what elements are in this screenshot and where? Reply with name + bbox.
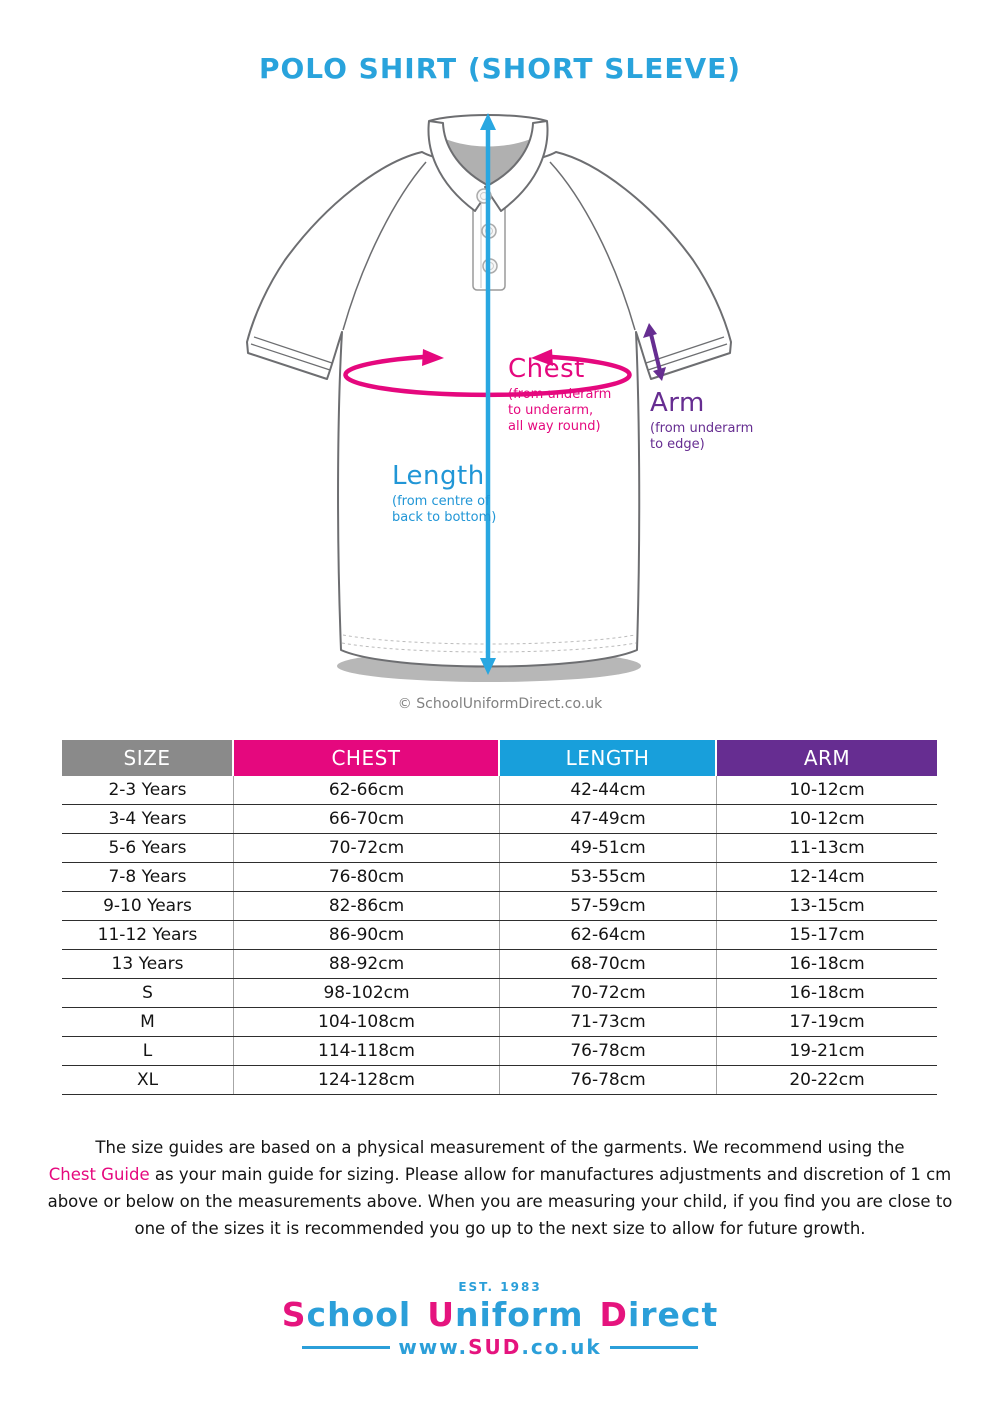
cell-length: 49-51cm bbox=[500, 834, 717, 862]
column-header-length: LENGTH bbox=[500, 740, 717, 776]
cell-arm: 15-17cm bbox=[789, 925, 865, 945]
cell-length: 47-49cm bbox=[500, 805, 717, 833]
cell-size: S bbox=[62, 979, 234, 1007]
established-text: EST. 1983 bbox=[458, 1280, 542, 1294]
cell-chest: 66-70cm bbox=[234, 805, 500, 833]
table-row bbox=[62, 1066, 937, 1095]
cell-chest: 76-80cm bbox=[234, 863, 500, 891]
cell-size: 5-6 Years bbox=[62, 834, 234, 862]
brand-word: Uniform bbox=[427, 1295, 584, 1334]
cell-length: 71-73cm bbox=[500, 1008, 717, 1036]
table-row bbox=[62, 1037, 937, 1066]
cell-arm: 12-14cm bbox=[789, 867, 865, 887]
table-row bbox=[62, 805, 937, 834]
arm-label-title: Arm bbox=[650, 388, 705, 418]
cell-chest: 86-90cm bbox=[234, 921, 500, 949]
cell-size: 3-4 Years bbox=[62, 805, 234, 833]
cell-size: 2-3 Years bbox=[62, 776, 234, 804]
table-row bbox=[62, 979, 937, 1008]
page-title: POLO SHIRT (SHORT SLEEVE) bbox=[258, 52, 742, 85]
cell-arm: 16-18cm bbox=[789, 983, 865, 1003]
chest-label-title: Chest bbox=[508, 354, 585, 384]
cell-arm: 10-12cm bbox=[789, 809, 865, 829]
cell-chest: 104-108cm bbox=[234, 1008, 500, 1036]
brand-url-row bbox=[0, 1335, 1000, 1359]
table-body bbox=[62, 776, 937, 1095]
cell-size: 13 Years bbox=[62, 950, 234, 978]
cell-size: XL bbox=[62, 1066, 234, 1094]
cell-length: 68-70cm bbox=[500, 950, 717, 978]
cell-arm: 16-18cm bbox=[789, 954, 865, 974]
cell-chest: 124-128cm bbox=[234, 1066, 500, 1094]
table-row bbox=[62, 950, 937, 979]
brand-url: www.SUD.co.uk bbox=[398, 1335, 602, 1360]
size-guide-table bbox=[62, 740, 937, 1095]
table-header-row bbox=[62, 740, 937, 776]
column-header-arm: ARM bbox=[717, 740, 937, 776]
cell-length: 62-64cm bbox=[500, 921, 717, 949]
cell-chest: 62-66cm bbox=[234, 776, 500, 804]
note-line: one of the sizes it is recommended you go up to the next size to allow for future growth. bbox=[134, 1219, 866, 1238]
logo-dash-left bbox=[302, 1346, 390, 1349]
chest-label bbox=[508, 356, 611, 435]
brand-logo bbox=[0, 1280, 1000, 1359]
table-row bbox=[62, 834, 937, 863]
table-row bbox=[62, 863, 937, 892]
cell-size: 7-8 Years bbox=[62, 863, 234, 891]
length-label-note: (from centre of back to bottom) bbox=[392, 494, 497, 525]
cell-chest: 98-102cm bbox=[234, 979, 500, 1007]
logo-dash-right bbox=[610, 1346, 698, 1349]
cell-length: 70-72cm bbox=[500, 979, 717, 1007]
cell-chest: 82-86cm bbox=[234, 892, 500, 920]
copyright-text: © SchoolUniformDirect.co.uk bbox=[397, 696, 603, 712]
column-header-size: SIZE bbox=[62, 740, 234, 776]
cell-arm: 19-21cm bbox=[789, 1041, 865, 1061]
cell-arm: 17-19cm bbox=[789, 1012, 865, 1032]
table-row bbox=[62, 1008, 937, 1037]
cell-size: 9-10 Years bbox=[62, 892, 234, 920]
cell-length: 76-78cm bbox=[500, 1066, 717, 1094]
length-label-title: Length bbox=[392, 461, 485, 491]
note-line: The size guides are based on a physical measurement of the garments. We recommend using the bbox=[95, 1138, 905, 1157]
arm-label-note: (from underarm to edge) bbox=[650, 421, 754, 452]
note-line: above or below on the measurements above. When you are measuring your child, if you find you are close to bbox=[47, 1192, 953, 1211]
note-line: Chest Guide as your main guide for sizing. Please allow for manufactures adjustments and discretion of 1 cm bbox=[48, 1165, 952, 1184]
chest-label-note: (from underarm to underarm, all way round) bbox=[508, 387, 612, 434]
cell-chest: 88-92cm bbox=[234, 950, 500, 978]
cell-length: 53-55cm bbox=[500, 863, 717, 891]
table-row bbox=[62, 921, 937, 950]
cell-length: 57-59cm bbox=[500, 892, 717, 920]
cell-size: 11-12 Years bbox=[62, 921, 234, 949]
chest-guide-highlight: Chest Guide bbox=[48, 1165, 150, 1184]
table-row bbox=[62, 892, 937, 921]
arm-label bbox=[650, 390, 753, 453]
cell-length: 76-78cm bbox=[500, 1037, 717, 1065]
cell-arm: 10-12cm bbox=[789, 780, 865, 800]
cell-size: L bbox=[62, 1037, 234, 1065]
cell-arm: 20-22cm bbox=[789, 1070, 865, 1090]
brand-word: School bbox=[281, 1295, 412, 1334]
brand-word: Direct bbox=[599, 1295, 719, 1334]
length-label bbox=[392, 463, 496, 526]
column-header-chest: CHEST bbox=[234, 740, 500, 776]
cell-chest: 114-118cm bbox=[234, 1037, 500, 1065]
cell-chest: 70-72cm bbox=[234, 834, 500, 862]
brand-name bbox=[0, 1297, 1000, 1333]
cell-arm: 13-15cm bbox=[789, 896, 865, 916]
cell-size: M bbox=[62, 1008, 234, 1036]
cell-arm: 11-13cm bbox=[789, 838, 865, 858]
table-row bbox=[62, 776, 937, 805]
cell-length: 42-44cm bbox=[500, 776, 717, 804]
sizing-note bbox=[0, 1134, 1000, 1242]
